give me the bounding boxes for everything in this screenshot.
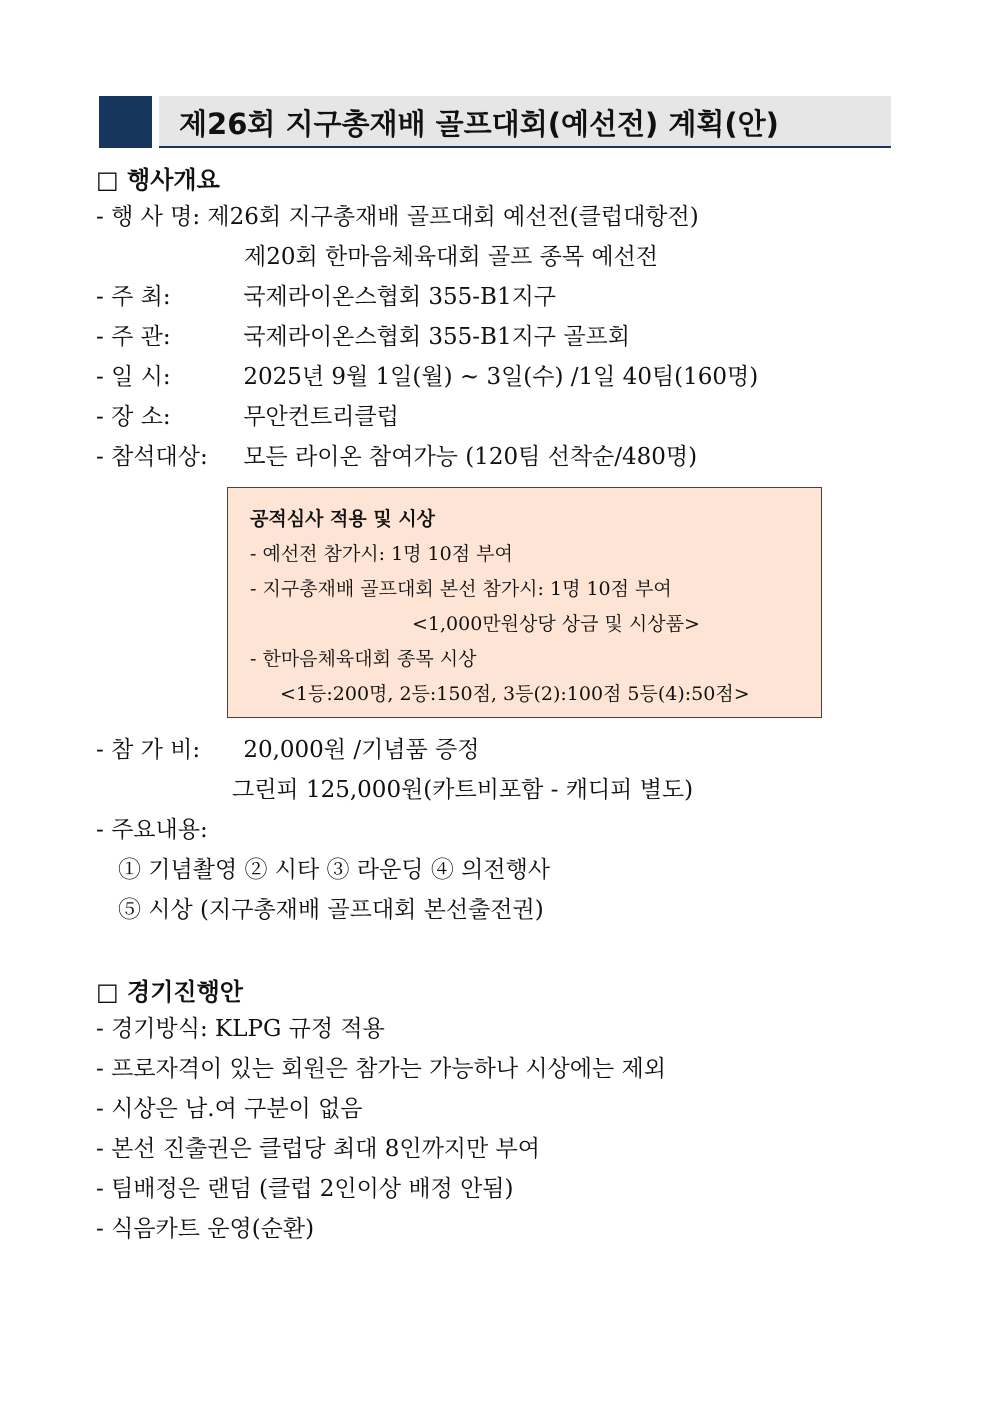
row-label: - 행 사 명: xyxy=(96,204,201,230)
row-value: 모든 라이온 참여가능 (120팀 선착순/480명) xyxy=(243,444,698,470)
row-label: - 주 최: xyxy=(96,284,171,310)
date-row xyxy=(96,362,758,392)
host-row xyxy=(96,282,556,312)
row-value: 20,000원 /기념품 증정 xyxy=(243,737,480,763)
section-heading-overview: □ 행사개요 xyxy=(96,166,220,194)
game-rule-item: - 식음카트 운영(순환) xyxy=(96,1216,315,1242)
row-label: - 장 소: xyxy=(96,404,171,430)
main-content-items: ① 기념촬영 ② 시타 ③ 라운딩 ④ 의전행사 xyxy=(118,857,551,883)
document-title: 제26회 지구총재배 골프대회(예선전) 계획(안) xyxy=(179,107,779,141)
game-rule-item: - 팀배정은 랜덤 (클럽 2인이상 배정 안됨) xyxy=(96,1176,514,1202)
notice-line: - 지구총재배 골프대회 본선 참가시: 1명 10점 부여 xyxy=(250,578,672,600)
row-value: 2025년 9월 1일(월) ~ 3일(수) /1일 40팀(160명) xyxy=(243,364,759,390)
title-bar xyxy=(99,96,891,148)
game-rule-item: - 프로자격이 있는 회원은 참가는 가능하나 시상에는 제외 xyxy=(96,1056,666,1082)
fee-row xyxy=(96,735,479,765)
game-rule-item: - 경기방식: KLPG 규정 적용 xyxy=(96,1016,385,1042)
notice-line: <1등:200명, 2등:150점, 3등(2):100점 5등(4):50점> xyxy=(280,683,750,705)
row-label: - 일 시: xyxy=(96,364,171,390)
row-label: - 주 관: xyxy=(96,324,171,350)
row-value: 제26회 지구총재배 골프대회 예선전(클럽대항전) xyxy=(207,204,699,230)
row-label: - 참석대상: xyxy=(96,444,208,470)
title-accent-block xyxy=(99,96,152,148)
notice-line: <1,000만원상당 상금 및 시상품> xyxy=(412,613,700,635)
row-value: 국제라이온스협회 355-B1지구 xyxy=(243,284,557,310)
section-heading-game: □ 경기진행안 xyxy=(96,978,243,1006)
row-value: 국제라이온스협회 355-B1지구 골프회 xyxy=(243,324,630,350)
awards-notice-box xyxy=(227,487,822,718)
game-rule-item: - 시상은 남.여 구분이 없음 xyxy=(96,1096,363,1122)
main-content-label: - 주요내용: xyxy=(96,817,208,843)
main-content-items-2: ⑤ 시상 (지구총재배 골프대회 본선출전권) xyxy=(118,897,544,923)
event-name-row-2 xyxy=(244,242,658,272)
notice-heading: 공적심사 적용 및 시상 xyxy=(250,508,436,530)
game-rule-item: - 본선 진출권은 클럽당 최대 8인까지만 부여 xyxy=(96,1136,540,1162)
row-label: - 참 가 비: xyxy=(96,737,201,763)
row-value: 무안컨트리클럽 xyxy=(243,404,399,430)
event-name-row xyxy=(96,202,699,232)
venue-row xyxy=(96,402,399,432)
row-value: 제20회 한마음체육대회 골프 종목 예선전 xyxy=(244,244,658,270)
organizer-row xyxy=(96,322,630,352)
attendees-row xyxy=(96,442,697,472)
fee-row-2: 그린피 125,000원(카트비포함 - 캐디피 별도) xyxy=(232,777,694,803)
notice-line: - 한마음체육대회 종목 시상 xyxy=(250,648,477,670)
notice-line: - 예선전 참가시: 1명 10점 부여 xyxy=(250,543,513,565)
title-box xyxy=(159,96,891,148)
